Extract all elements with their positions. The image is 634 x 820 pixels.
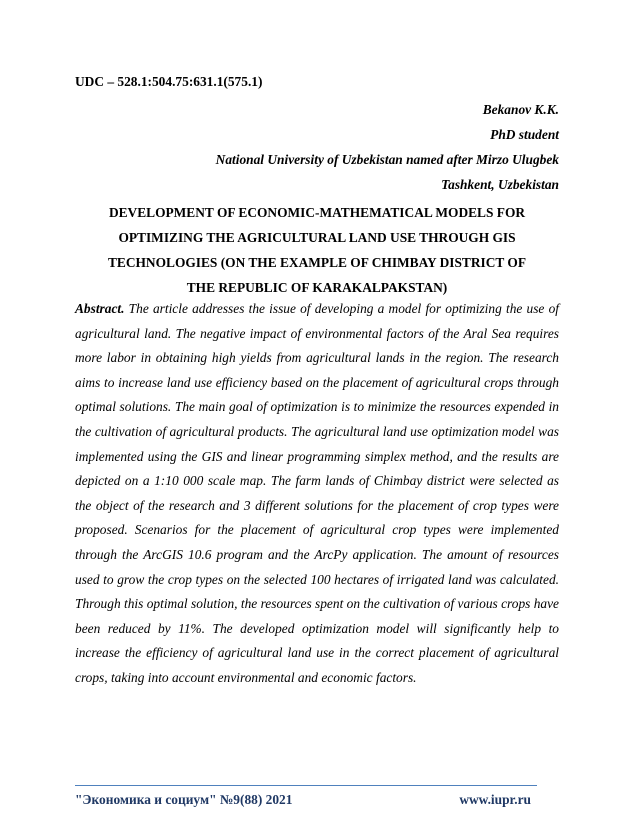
journal-website-link[interactable]: www.iupr.ru [459, 792, 531, 807]
author-name: Bekanov K.K. [482, 102, 559, 117]
page-footer [75, 791, 531, 808]
author-block [216, 97, 559, 197]
abstract-text: The article addresses the issue of developing a model for optimizing the use of agricultural land. The negative impact of environmental factors of the Aral Sea requires more labor in obtaining high yields from agricultural lands in the region. The research aims to increase land use efficiency based on the placement of agricultural crops through optimal solutions. The main goal of optimization is to minimize the resources expended in the cultivation of agricultural products. The agricultural land use optimization model was implemented using the GIS and linear programming simplex method, and the results are depicted on a 1:10 000 scale map. The farm lands of Chimbay district were selected as the object of the research and 3 different solutions for the placement of crop types were proposed. Scenarios for the placement of agricultural crop types were implemented through the ArcGIS 10.6 program and the ArcPy application. The amount of resources used to grow the crop types on the selected 100 hectares of irrigated land was calculated. Through this optimal solution, the resources spent on the cultivation of various crops have been reduced by 11%. The developed optimization model will significantly help to increase the efficiency of agricultural land use in the correct placement of agricultural crops, taking into account environmental and economic factors. [75, 301, 559, 685]
journal-name: "Экономика и социум" №9(88) 2021 [75, 792, 293, 807]
udc-code: UDC – 528.1:504.75:631.1(575.1) [75, 74, 263, 89]
title-line: TECHNOLOGIES (ON THE EXAMPLE OF CHIMBAY DISTRICT OF [107, 255, 527, 270]
abstract-paragraph [75, 297, 559, 691]
author-affiliation: National University of Uzbekistan named after Mirzo Ulugbek [215, 152, 559, 167]
author-location: Tashkent, Uzbekistan [441, 177, 559, 192]
title-line: THE REPUBLIC OF KARAKALPAKSTAN) [186, 280, 448, 295]
author-position: PhD student [490, 127, 559, 142]
title-line: DEVELOPMENT OF ECONOMIC-MATHEMATICAL MODELS FOR [108, 205, 526, 220]
title-line: OPTIMIZING THE AGRICULTURAL LAND USE THROUGH GIS [118, 230, 516, 245]
footer-divider [75, 785, 537, 786]
abstract-label: Abstract. [75, 301, 125, 316]
article-title [75, 200, 559, 300]
